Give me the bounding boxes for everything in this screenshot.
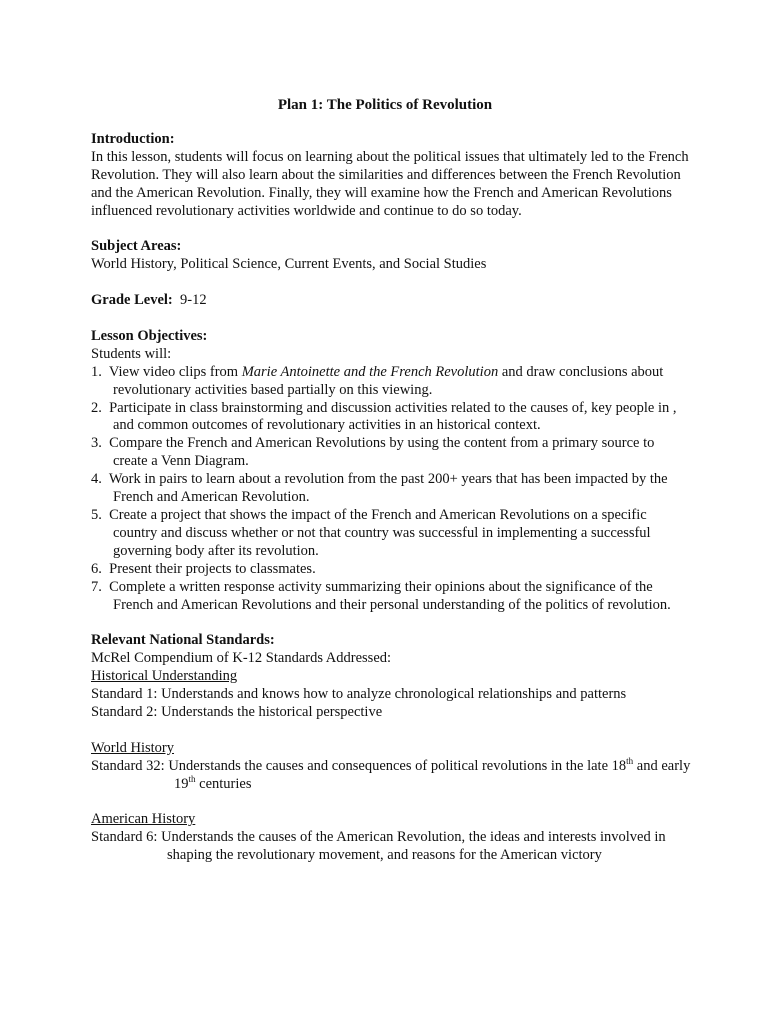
objective-text-pre: View video clips from [108, 363, 242, 380]
grade-level-line [91, 292, 691, 310]
standard-6: Standard 6: Understands the causes of the American Revolution, the ideas and interests involved in shaping the revolutionary movement, and reasons for the American victory [91, 829, 666, 864]
document-title: Plan 1: The Politics of Revolution [277, 97, 493, 113]
american-history-label: American History [91, 811, 196, 828]
objectives-heading: Lesson Objectives: [91, 327, 208, 344]
document-body [91, 131, 691, 865]
objectives-intro: Students will: [91, 345, 172, 362]
world-history-label: World History [91, 739, 175, 756]
objective-text: Compare the French and American Revolutions by using the content from a primary source to create a Venn Diagram. [109, 435, 655, 470]
standard-32-text-b: and early 19 [174, 757, 691, 792]
grade-level-heading: Grade Level: [91, 292, 173, 309]
objective-item [91, 435, 691, 471]
standard-1: Standard 1: Understands and knows how to analyze chronological relationships and patterns [91, 686, 627, 703]
objective-number: 2. [91, 399, 102, 416]
introduction-text: In this lesson, students will focus on learning about the political issues that ultimately led to the French Revolution. They will also learn about the similarities and differences between the French Revolution and the American Revolution. Finally, they will examine how the French and American Revolutions influenced revolutionary activities worldwide and continue to do so today. [91, 148, 689, 219]
objective-text-post: and draw conclusions about revolutionary activities based partially on this viewing. [113, 363, 664, 398]
historical-understanding-label: Historical Understanding [91, 668, 238, 685]
objective-text: Participate in class brainstorming and discussion activities related to the causes of, key people in , and common outcomes of revolutionary activities in an historical context. [109, 399, 677, 434]
standard-2: Standard 2: Understands the historical perspective [91, 703, 383, 720]
objective-number: 3. [91, 435, 102, 452]
objective-number: 1. [91, 363, 102, 380]
objective-text: Present their projects to classmates. [109, 560, 316, 577]
subject-areas-text: World History, Political Science, Current Events, and Social Studies [91, 256, 487, 273]
standards-compendium: McRel Compendium of K-12 Standards Addressed: [91, 650, 392, 667]
objective-item [91, 364, 691, 400]
objective-number: 5. [91, 506, 102, 523]
objective-item [91, 579, 691, 615]
introduction-heading: Introduction: [91, 131, 175, 147]
superscript-th: th [626, 755, 634, 766]
standard-32-text-a: Standard 32: Understands the causes and consequences of political revolutions in the late 18 [91, 757, 627, 774]
objective-number: 7. [91, 578, 102, 595]
subject-areas-heading: Subject Areas: [91, 238, 182, 255]
objective-item [91, 561, 691, 579]
objective-item [91, 507, 691, 561]
objective-text: Work in pairs to learn about a revolution from the past 200+ years that has been impacted by the French and American Revolution. [108, 471, 668, 506]
standards-heading: Relevant National Standards: [91, 632, 275, 649]
superscript-th: th [188, 773, 196, 784]
standard-32-text-c: centuries [195, 775, 252, 792]
video-title: Marie Antoinette and the French Revolution [241, 363, 499, 380]
standard-32 [91, 755, 691, 794]
grade-level-value: 9-12 [180, 292, 207, 309]
objective-text: Complete a written response activity summarizing their opinions about the significance of the French and American Revolutions and their personal understanding of the politics of revolution. [109, 578, 671, 613]
objective-text: Create a project that shows the impact of the French and American Revolutions on a specific country and discuss whether or not that country was successful in implementing a successful governing body after its revolution. [109, 506, 651, 559]
objective-item [91, 400, 691, 436]
objective-number: 4. [91, 471, 102, 488]
objective-item [91, 471, 691, 507]
objective-number: 6. [91, 560, 102, 577]
